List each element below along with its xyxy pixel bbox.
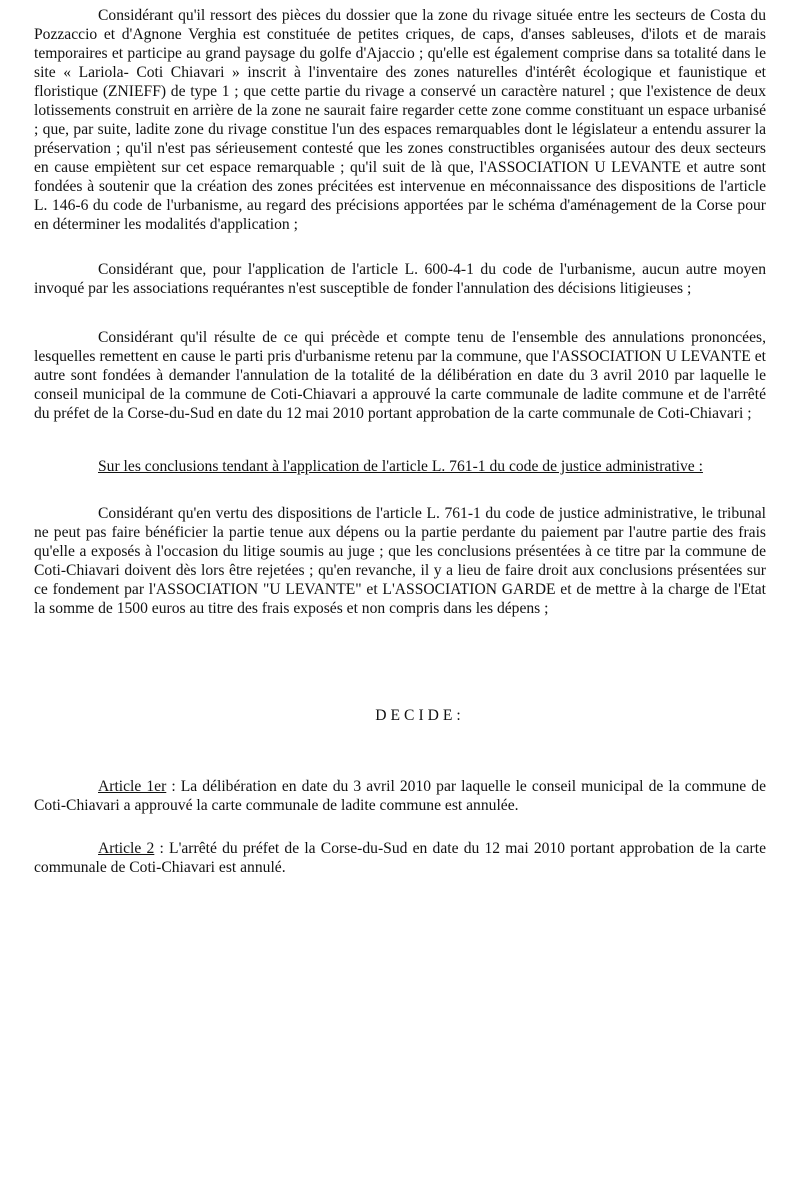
article-1-separator: : <box>166 778 181 795</box>
article-2 <box>34 839 766 877</box>
article-1-label: Article 1er <box>98 778 167 795</box>
considerant-paragraph-annulation: Considérant qu'il résulte de ce qui précède et compte tenu de l'ensemble des annulations prononcées, lesquelles remettent en cause le parti pris d'urbanisme retenu par la commune, que l'ASSOCIATION U LEVANTE et autre sont fondées à demander l'annulation de la totalité de la délibération en date du 3 avril 2010 par laquelle le conseil municipal de la commune de Coti-Chiavari a approuvé la carte communale de ladite commune et de l'arrêté du préfet de la Corse-du-Sud en date du 12 mai 2010 portant approbation de la carte communale de Coti-Chiavari ; <box>34 329 766 422</box>
article-2-text: L'arrêté du préfet de la Corse-du-Sud en date du 12 mai 2010 portant approbation de la carte communale de Coti-Chiavari est annulé. <box>34 840 766 876</box>
article-2-separator: : <box>154 840 170 857</box>
considerant-paragraph-moyen: Considérant que, pour l'application de l'article L. 600-4-1 du code de l'urbanisme, aucun autre moyen invoqué par les associations requérantes n'est susceptible de fonder l'annulation des décisions litigieuses ; <box>34 261 766 297</box>
article-2-label: Article 2 <box>98 840 155 857</box>
article-1 <box>34 777 766 815</box>
article-1-text: La délibération en date du 3 avril 2010 par laquelle le conseil municipal de la commune de Coti-Chiavari a approuvé la carte communale de ladite commune est annulée. <box>34 778 766 814</box>
considerant-paragraph-frais: Considérant qu'en vertu des dispositions de l'article L. 761-1 du code de justice administrative, le tribunal ne peut pas faire bénéficier la partie tenue aux dépens ou la partie perdante du paiement par l'autre partie des frais qu'elle a exposés à l'occasion du litige soumis au juge ; que les conclusions présentées à ce titre par la commune de Coti-Chiavari doivent dès lors être rejetées ; qu'en revanche, il y a lieu de faire droit aux conclusions présentées sur ce fondement par l'ASSOCIATION "U LEVANTE" et L'ASSOCIATION GARDE et de mettre à la charge de l'Etat la somme de 1500 euros au titre des frais exposés et non compris dans les dépens ; <box>34 505 766 617</box>
document-page <box>34 6 766 877</box>
decide-heading: DECIDE: <box>375 707 465 724</box>
considerant-paragraph-rivage: Considérant qu'il ressort des pièces du dossier que la zone du rivage située entre les secteurs de Costa du Pozzaccio et d'Agnone Verghia est constituée de petites criques, de caps, d'anses sableuses, d'ilots et de marais temporaires et participe au grand paysage du golfe d'Ajaccio ; qu'elle est également comprise dans sa totalité dans le site « Lariola- Coti Chiavari » inscrit à l'inventaire des zones naturelles d'intérêt écologique et faunistique et floristique (ZNIEFF) de type 1 ; que cette partie du rivage a conservé un caractère naturel ; que l'existence de deux lotissements construit en arrière de la zone ne saurait faire regarder cette zone comme constituant un espace urbanisé ; que, par suite, ladite zone du rivage constitue l'un des espaces remarquables dont le législateur a entendu assurer la préservation ; qu'il n'est pas sérieusement contesté que les zones constructibles organisées autour des deux secteurs en cause empiètent sur cet espace remarquable ; qu'il suit de là que, l'ASSOCIATION U LEVANTE et autre sont fondées à soutenir que la création des zones précitées est intervenue en méconnaissance des dispositions de l'article L. 146-6 du code de l'urbanisme, au regard des précisions apportées par le schéma d'aménagement de la Corse pour en déterminer les modalités d'application ; <box>34 7 766 233</box>
section-heading-l761: Sur les conclusions tendant à l'application de l'article L. 761-1 du code de justice administrative : <box>98 458 703 475</box>
